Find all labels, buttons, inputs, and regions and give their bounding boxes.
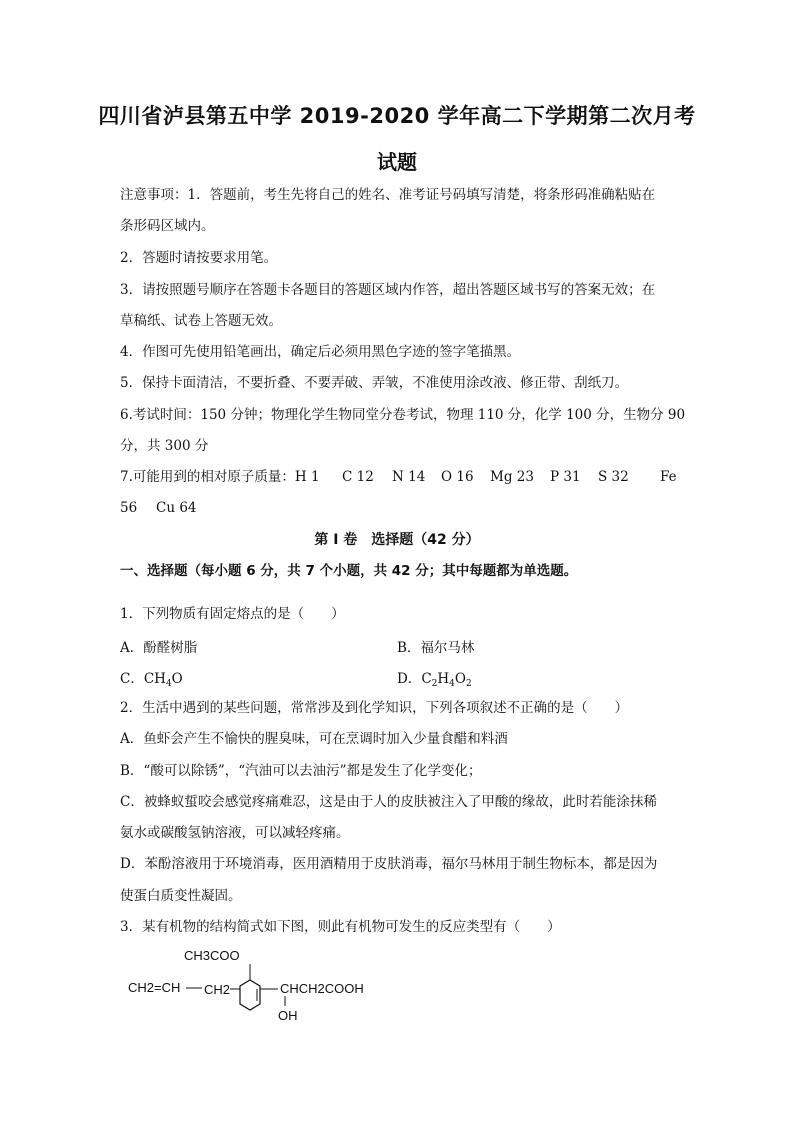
- atomic-mass-item: N 14: [392, 469, 426, 485]
- atomic-mass-item: C 12: [342, 469, 374, 485]
- vinyl-group: CH2=CH: [128, 980, 181, 995]
- subscript: 2: [465, 679, 472, 689]
- question-1-option-a: A．酚醛树脂: [120, 640, 198, 656]
- question-2-option-d-cont: 使蛋白质变性凝固。: [120, 888, 242, 904]
- structural-formula: [120, 940, 390, 1030]
- question-1-option-d: [397, 667, 472, 689]
- atomic-mass-item: 56: [120, 500, 138, 516]
- note-line: 条形码区域内。: [120, 218, 215, 234]
- atomic-mass-item: Cu 64: [156, 500, 197, 516]
- side-chain-group: CHCH2COOH: [280, 981, 364, 996]
- option-d-text: O: [454, 671, 466, 687]
- question-3-stem: 3．某有机物的结构简式如下图，则此有机物可发生的反应类型有（ ）: [120, 919, 561, 935]
- subscript: 4: [449, 679, 455, 689]
- subscript: 2: [431, 679, 438, 689]
- option-d-text: D．C: [397, 671, 432, 687]
- note-line: 2．答题时请按要求用笔。: [120, 250, 278, 266]
- option-c-text: O: [171, 671, 183, 687]
- exam-title-continued: 试题: [377, 150, 417, 174]
- note-line: 4．作图可先使用铅笔画出，确定后必须用黑色字迹的签字笔描黑。: [120, 344, 521, 360]
- option-c-text: C．CH: [120, 671, 166, 687]
- question-2-option-c: C．被蜂蚁蜇咬会感觉疼痛难忍，这是由于人的皮肤被注入了甲酸的缘故，此时若能涂抹稀: [120, 794, 657, 810]
- note-line: 草稿纸、试卷上答题无效。: [120, 313, 282, 329]
- question-2-stem: 2．生活中遇到的某些问题，常常涉及到化学知识，下列各项叙述不正确的是（ ）: [120, 700, 629, 716]
- acetoxy-group: CH3COO: [184, 948, 240, 963]
- note-line: 分，共 300 分: [120, 438, 209, 454]
- methylene-group: CH2: [204, 982, 231, 997]
- note-line: 5．保持卡面清洁，不要折叠、不要弄破、弄皱，不准使用涂改液、修正带、刮纸刀。: [120, 375, 629, 391]
- atomic-mass-item: Mg 23: [490, 469, 534, 485]
- atomic-mass-item: Fe: [660, 469, 677, 485]
- atomic-mass-line-2: [120, 498, 680, 518]
- section-title: 第 I 卷 选择题（42 分）: [314, 532, 480, 548]
- question-2-option-c-cont: 氨水或碳酸氢钠溶液，可以减轻疼痛。: [120, 825, 350, 841]
- option-d-text: H: [437, 671, 450, 687]
- note-line: 注意事项：1．答题前，考生先将自己的姓名、准考证号码填写清楚，将条形码准确粘贴在: [120, 187, 656, 203]
- question-2-option-d: D．苯酚溶液用于环境消毒，医用酒精用于皮肤消毒，福尔马林用于制生物标本，都是因为: [120, 856, 658, 872]
- note-line: 6.考试时间：150 分钟；物理化学生物同堂分卷考试，物理 110 分，化学 100 分，生物分 90: [120, 407, 686, 423]
- exam-title: 四川省泸县第五中学 2019-2020 学年高二下学期第二次月考: [98, 104, 696, 128]
- hydroxyl-group: OH: [278, 1008, 298, 1023]
- question-1-stem: 1．下列物质有固定熔点的是（ ）: [120, 606, 345, 622]
- question-1-option-b: B．福尔马林: [397, 640, 475, 656]
- question-2-option-b: B．“酸可以除锈”，“汽油可以去油污”都是发生了化学变化；: [120, 763, 482, 779]
- question-2-option-a: A．鱼虾会产生不愉快的腥臭味，可在烹调时加入少量食醋和料酒: [120, 731, 508, 747]
- question-1-option-c: [120, 667, 183, 689]
- atomic-mass-item: S 32: [598, 469, 629, 485]
- subscript: 4: [165, 679, 172, 689]
- atomic-mass-line: [120, 467, 680, 487]
- atomic-mass-item: O 16: [441, 469, 474, 485]
- atomic-mass-lead: 7.可能用到的相对原子质量：H 1: [120, 469, 320, 485]
- note-line: 3．请按照题号顺序在答题卡各题目的答题区域内作答，超出答题区域书写的答案无效；在: [120, 282, 656, 298]
- atomic-mass-item: P 31: [550, 469, 581, 485]
- section-instruction: 一、选择题（每小题 6 分，共 7 个小题，共 42 分；其中每题都为单选题。: [120, 563, 578, 579]
